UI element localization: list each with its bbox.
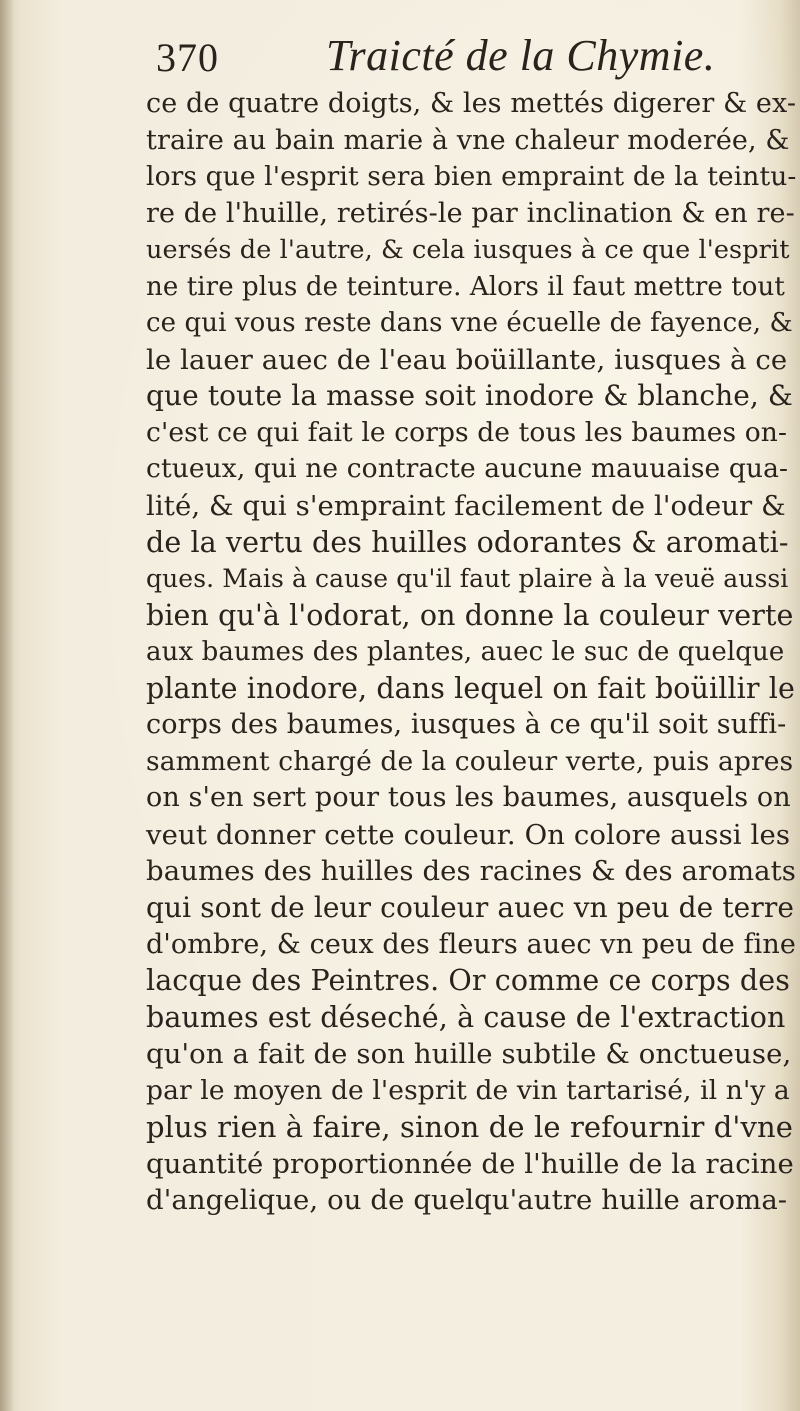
text-line: lors que l'esprit sera bien empraint de la teintu- — [146, 161, 797, 193]
text-line: c'est ce qui fait le corps de tous les baumes on- — [146, 416, 788, 448]
text-line: ce de quatre doigts, & les mettés digerer & ex- — [146, 88, 797, 119]
text-line: que toute la masse soit inodore & blanche, & — [146, 379, 793, 413]
text-line: lité, & qui s'empraint facilement de l'odeur & — [146, 490, 786, 523]
text-line: le lauer auec de l'eau boüillante, iusques à ce — [146, 343, 788, 376]
text-line: on s'en sert pour tous les baumes, ausquels on — [146, 782, 791, 814]
text-line: quantité proportionnée de l'huille de la racine — [146, 1147, 794, 1180]
text-line: bien qu'à l'odorat, on donne la couleur verte — [146, 598, 794, 632]
body-text — [146, 86, 796, 1219]
text-line: uersés de l'autre, & cela iusques à ce que l'esprit — [146, 235, 790, 266]
text-line: plus rien à faire, sinon de le refournir d'vne — [146, 1110, 794, 1145]
text-line: samment chargé de la couleur verte, puis apres — [146, 745, 794, 777]
text-line: plante inodore, dans lequel on fait boüillir le — [146, 671, 795, 705]
text-line: ques. Mais à cause qu'il faut plaire à la veuë aussi — [146, 564, 789, 594]
text-line: par le moyen de l'esprit de vin tartarisé, il n'y a — [146, 1074, 790, 1106]
text-line: qui sont de leur couleur auec vn peu de terre — [146, 891, 794, 925]
text-line: ce qui vous reste dans vne écuelle de fayence, & — [146, 308, 793, 339]
text-line: baumes des huilles des racines & des aromats — [146, 855, 796, 888]
binding-gutter-shadow — [0, 0, 14, 1411]
running-head — [156, 32, 716, 82]
text-line: re de l'huille, retirés-le par inclination & en re- — [146, 197, 795, 229]
text-line: ne tire plus de teinture. Alors il faut mettre tout — [146, 271, 785, 302]
text-line: aux baumes des plantes, auec le suc de quelque — [146, 637, 785, 668]
text-line: veut donner cette couleur. On colore aussi les — [146, 818, 791, 851]
text-line: corps des baumes, iusques à ce qu'il soit suffi- — [146, 709, 787, 741]
text-line: lacque des Peintres. Or comme ce corps des — [146, 964, 790, 998]
text-line: de la vertu des huilles odorantes & aromati- — [146, 525, 789, 559]
running-title: Traicté de la Chymie. — [326, 31, 716, 80]
text-line: ctueux, qui ne contracte aucune mauuaise qua- — [146, 453, 789, 485]
text-line: baumes est déseché, à cause de l'extraction — [146, 1000, 786, 1034]
text-line: qu'on a fait de son huille subtile & onctueuse, — [146, 1038, 792, 1071]
text-line: d'ombre, & ceux des fleurs auec vn peu de fine — [146, 928, 796, 960]
text-line: traire au bain marie à vne chaleur moderée, & — [146, 124, 790, 156]
text-line: d'angelique, ou de quelqu'autre huille aroma- — [146, 1184, 788, 1217]
page-number: 370 — [156, 35, 219, 80]
